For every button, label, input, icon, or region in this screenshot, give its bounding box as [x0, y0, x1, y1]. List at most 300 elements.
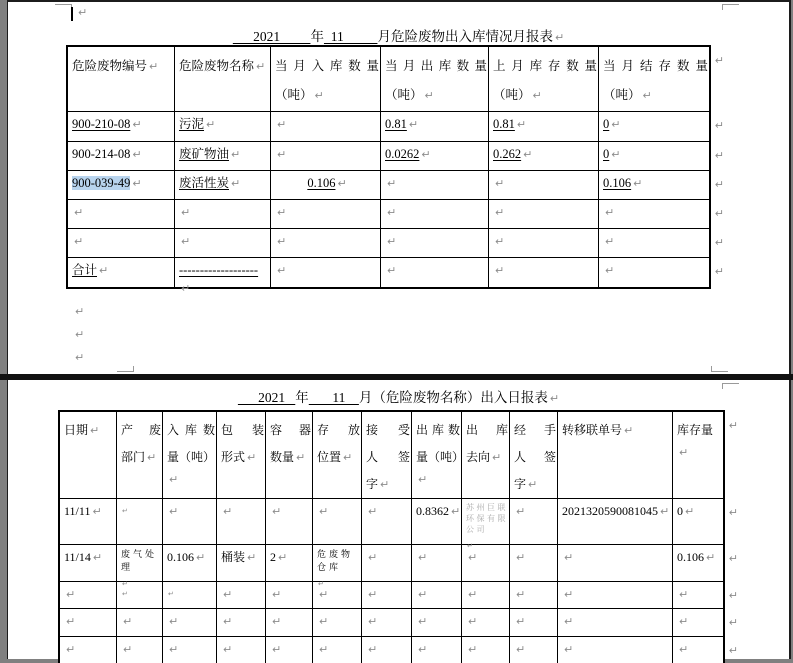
cell-text: -------------------: [179, 263, 259, 277]
paragraph-mark-icon: ↵: [380, 478, 390, 491]
cell-text: 0.262: [493, 147, 522, 161]
table-cell[interactable]: [117, 609, 163, 637]
paragraph-mark-icon: ↵: [516, 118, 527, 131]
header-label: 位置: [317, 450, 342, 464]
table-cell[interactable]: [68, 112, 175, 142]
document-page-2[interactable]: [7, 380, 791, 659]
table-cell[interactable]: [266, 609, 313, 637]
paragraph-mark-icon: ↵: [706, 551, 716, 564]
table-cell[interactable]: [163, 582, 217, 609]
paragraph-mark-icon: ↵: [605, 206, 615, 219]
monthly-report-title[interactable]: [8, 25, 789, 45]
table-cell[interactable]: [175, 112, 271, 142]
paragraph-mark-icon: ↵: [679, 643, 689, 656]
table-cell[interactable]: [599, 229, 709, 258]
table-cell[interactable]: [462, 582, 510, 609]
header-cell[interactable]: [462, 412, 510, 499]
daily-report-title[interactable]: [8, 386, 789, 406]
header-line: 容器: [270, 423, 311, 437]
header-cell[interactable]: [217, 412, 266, 499]
paragraph-mark-icon: ↵: [368, 551, 378, 564]
paragraph-mark-icon: ↵: [122, 590, 128, 598]
table-cell[interactable]: [271, 142, 381, 171]
paragraph-mark-icon: ↵: [516, 643, 526, 656]
monthly-report-table: [66, 45, 724, 295]
cell-text: 苏州巨联环保有限公司: [466, 503, 508, 534]
paragraph-mark-icon: ↵: [495, 264, 505, 277]
table-cell[interactable]: [175, 171, 271, 200]
paragraph-mark-icon: ↵: [467, 542, 473, 550]
header-cell[interactable]: [381, 47, 489, 112]
table-cell[interactable]: [313, 637, 362, 663]
document-page-1[interactable]: [7, 0, 791, 374]
table-cell[interactable]: [175, 142, 271, 171]
paragraph-mark-icon: ↵: [132, 148, 142, 161]
paragraph-mark-icon: ↵: [516, 505, 526, 518]
paragraph-mark-icon: ↵: [564, 588, 574, 601]
cell-text: 900-210-08: [72, 117, 131, 131]
header-cell[interactable]: [558, 412, 673, 499]
header-line: [72, 54, 173, 83]
header-line: 经手: [514, 423, 556, 437]
cell-text: 2: [270, 550, 276, 564]
header-cell[interactable]: [163, 412, 217, 499]
paragraph-mark-icon: ↵: [74, 206, 84, 219]
table-cell[interactable]: [412, 609, 462, 637]
table-cell[interactable]: [117, 545, 163, 588]
paragraph-mark-icon: ↵: [169, 505, 179, 518]
table-cell[interactable]: [217, 609, 266, 637]
paragraph-mark-icon: ↵: [75, 328, 85, 341]
table-cell[interactable]: [60, 582, 117, 609]
header-label: 部门: [121, 450, 146, 464]
table-cell[interactable]: [489, 142, 599, 171]
table-cell[interactable]: [117, 582, 163, 609]
table-cell[interactable]: [163, 637, 217, 663]
header-label: 日期: [64, 423, 89, 437]
paragraph-mark-icon: ↵: [418, 643, 428, 656]
table-cell[interactable]: [381, 142, 489, 171]
cell-text: 桶装: [221, 550, 246, 564]
table-row: [68, 112, 724, 142]
paragraph-mark-icon: ↵: [75, 351, 85, 364]
table-cell[interactable]: [510, 637, 558, 663]
header-cell[interactable]: [313, 412, 362, 499]
table-row: [60, 637, 738, 663]
paragraph-mark-icon: ↵: [564, 643, 574, 656]
table-cell[interactable]: [362, 609, 412, 637]
table-cell[interactable]: [163, 609, 217, 637]
paragraph-mark-icon: ↵: [368, 588, 378, 601]
table-cell[interactable]: [117, 499, 163, 545]
table-cell[interactable]: [175, 200, 271, 229]
paragraph-mark-icon: ↵: [296, 451, 306, 464]
table-cell[interactable]: [217, 499, 266, 545]
header-cell[interactable]: [175, 47, 271, 112]
table-cell[interactable]: [266, 637, 313, 663]
paragraph-mark-icon: ↵: [314, 89, 324, 102]
header-label: （吨）: [493, 88, 531, 102]
table-cell[interactable]: [68, 142, 175, 171]
paragraph-mark-icon: ↵: [368, 615, 378, 628]
table-row: [60, 609, 738, 637]
table-cell[interactable]: [266, 499, 313, 545]
title-year-label: 年: [295, 390, 309, 405]
table-cell[interactable]: [271, 258, 381, 287]
cell-text: 0.81: [385, 117, 407, 131]
header-cell[interactable]: [117, 412, 163, 499]
paragraph-mark-icon: ↵: [223, 643, 233, 656]
header-label: （吨）: [385, 88, 423, 102]
paragraph-mark-icon: ↵: [181, 282, 191, 295]
header-cell[interactable]: [412, 412, 465, 499]
table-cell[interactable]: [489, 258, 599, 287]
title-month-blank: 11: [308, 390, 359, 405]
table-cell[interactable]: [489, 171, 599, 200]
table-cell[interactable]: [673, 582, 723, 609]
paragraph-mark-icon: ↵: [75, 305, 85, 318]
table-cell[interactable]: [462, 499, 510, 550]
paragraph-mark-icon: ↵: [231, 177, 241, 190]
table-row: [60, 582, 738, 609]
paragraph-mark-icon: ↵: [272, 643, 282, 656]
header-label: 危险废物名称: [179, 59, 255, 73]
header-line: [514, 473, 556, 500]
paragraph-mark-icon: ↵: [247, 451, 257, 464]
table-cell[interactable]: [362, 582, 412, 609]
row-end-mark-icon: ↵: [714, 207, 724, 220]
table-cell[interactable]: [510, 609, 558, 637]
paragraph-mark-icon: ↵: [516, 551, 526, 564]
table-cell[interactable]: [599, 112, 709, 142]
table-cell[interactable]: [381, 112, 489, 142]
paragraph-mark-icon: ↵: [495, 177, 505, 190]
header-label: 形式: [221, 450, 246, 464]
crop-mark-icon: [711, 366, 728, 372]
table-cell[interactable]: [673, 609, 723, 637]
paragraph-mark-icon: ↵: [495, 235, 505, 248]
table-cell[interactable]: [462, 637, 510, 663]
header-line: 人签: [514, 450, 556, 464]
paragraph-mark-icon: ↵: [523, 148, 533, 161]
table-cell[interactable]: [412, 545, 462, 582]
header-cell[interactable]: [673, 412, 723, 499]
row-end-mark-icon: ↵: [728, 552, 738, 565]
table-cell[interactable]: [217, 545, 266, 582]
table-cell[interactable]: [599, 258, 709, 287]
table-cell[interactable]: [163, 545, 217, 582]
header-line: 产废: [121, 423, 161, 437]
paragraph-mark-icon: ↵: [387, 206, 397, 219]
table-row: [68, 258, 724, 295]
paragraph-mark-icon: ↵: [451, 505, 461, 518]
header-line: 当月入库数量: [275, 59, 379, 73]
row-end-mark-icon: ↵: [728, 589, 738, 602]
table-cell[interactable]: [510, 499, 558, 545]
paragraph-mark-icon: ↵: [418, 615, 428, 628]
header-cell[interactable]: [599, 47, 709, 112]
paragraph-mark-icon: ↵: [206, 118, 216, 131]
header-line: 入库数: [167, 423, 215, 437]
table-cell[interactable]: [68, 171, 175, 200]
paragraph-mark-icon: ↵: [196, 551, 206, 564]
header-line: [270, 446, 311, 473]
table-cell[interactable]: [599, 200, 709, 229]
header-cell[interactable]: [489, 47, 599, 112]
table-cell[interactable]: [381, 200, 489, 229]
table-row: [68, 200, 724, 229]
crop-mark-icon: [722, 4, 739, 10]
table-row: [68, 142, 724, 171]
table-cell[interactable]: [558, 609, 673, 637]
header-line: [385, 83, 487, 112]
cell-text: 0: [677, 504, 683, 518]
paragraph-mark-icon: ↵: [318, 580, 324, 588]
table-cell[interactable]: [510, 582, 558, 609]
table-cell[interactable]: [558, 545, 673, 582]
table-row: [60, 412, 738, 499]
paragraph-mark-icon: ↵: [223, 615, 233, 628]
table-cell[interactable]: [163, 499, 217, 545]
table-cell[interactable]: [271, 112, 381, 142]
cell-text: 0.106: [603, 176, 632, 190]
table-cell[interactable]: [558, 582, 673, 609]
paragraph-mark-icon: ↵: [660, 505, 670, 518]
header-line: 出库数: [416, 423, 460, 437]
header-label: 量（吨）: [167, 450, 216, 464]
header-line: [221, 446, 264, 473]
header-cell[interactable]: [510, 412, 558, 499]
header-label: （吨）: [275, 88, 313, 102]
paragraph-mark-icon: ↵: [169, 615, 179, 628]
cell-text: 0.0262: [385, 147, 420, 161]
table-cell[interactable]: [313, 545, 362, 588]
row-end-mark-icon: ↵: [714, 119, 724, 132]
table-cell[interactable]: [60, 637, 117, 663]
header-label: 量（吨）: [416, 450, 465, 464]
table-cell[interactable]: [412, 637, 462, 663]
paragraph-mark-icon: ↵: [123, 643, 133, 656]
paragraph-mark-icon: ↵: [368, 643, 378, 656]
table-cell[interactable]: [381, 171, 489, 200]
cell-text: 0.106: [167, 550, 194, 564]
header-cell[interactable]: [60, 412, 117, 499]
cell-text: 11/14: [64, 550, 91, 564]
cell-text: 0: [603, 117, 610, 131]
paragraph-mark-icon: ↵: [74, 235, 84, 248]
header-label: 字: [366, 477, 379, 491]
paragraph-mark-icon: ↵: [468, 588, 478, 601]
table-cell[interactable]: [68, 229, 175, 258]
paragraph-mark-icon: ↵: [247, 551, 257, 564]
header-line: [275, 83, 379, 112]
table-cell[interactable]: [60, 499, 117, 545]
header-line: 出库: [466, 423, 508, 437]
table-cell[interactable]: [117, 637, 163, 663]
table-cell[interactable]: [510, 545, 558, 582]
table-cell[interactable]: [60, 545, 117, 582]
header-line: [366, 473, 410, 500]
cell-text: 900-214-08: [72, 147, 131, 161]
table-row: [60, 545, 738, 588]
table-cell[interactable]: [599, 142, 709, 171]
header-line: 存放: [317, 423, 360, 437]
table-cell[interactable]: [271, 229, 381, 258]
table-cell[interactable]: [558, 499, 673, 545]
paragraph-mark-icon: ↵: [319, 588, 329, 601]
paragraph-mark-icon: ↵: [272, 505, 282, 518]
paragraph-mark-icon: ↵: [495, 206, 505, 219]
table-cell[interactable]: [362, 637, 412, 663]
header-line: 当月结存数量: [603, 59, 708, 73]
header-line: [416, 446, 465, 486]
cell-text: 危废物仓库: [317, 549, 354, 572]
crop-mark-icon: [55, 4, 72, 10]
paragraph-mark-icon: ↵: [122, 580, 128, 588]
paragraph-mark-icon: ↵: [277, 235, 287, 248]
paragraph-mark-icon: ↵: [168, 590, 174, 598]
table-row: [60, 499, 738, 550]
paragraph-mark-icon: ↵: [147, 451, 157, 464]
paragraph-mark-icon: ↵: [605, 264, 615, 277]
paragraph-mark-icon: ↵: [99, 264, 109, 277]
table-cell[interactable]: [462, 545, 510, 582]
header-line: [167, 446, 216, 486]
header-line: [603, 83, 708, 112]
table-cell[interactable]: [68, 200, 175, 229]
paragraph-mark-icon: ↵: [92, 551, 103, 564]
header-line: 包装: [221, 423, 264, 437]
text-cursor: [71, 7, 73, 21]
table-cell[interactable]: [489, 112, 599, 142]
title-text: 月（危险废物名称）出入日报表: [358, 390, 548, 405]
header-line: 上月库存数量: [493, 59, 597, 73]
row-end-mark-icon: ↵: [714, 265, 724, 278]
header-label: 去向: [466, 450, 491, 464]
header-cell[interactable]: [271, 47, 381, 112]
paragraph-mark-icon: ↵: [223, 588, 233, 601]
paragraph-mark-icon: ↵: [605, 235, 615, 248]
paragraph-mark-icon: ↵: [132, 118, 142, 131]
header-cell[interactable]: [362, 412, 412, 499]
paragraph-mark-icon: ↵: [66, 615, 76, 628]
table-cell[interactable]: [599, 171, 709, 200]
header-label: 库存量: [677, 423, 714, 437]
table-cell[interactable]: [266, 545, 313, 582]
paragraph-mark-icon: ↵: [516, 588, 526, 601]
paragraph-mark-icon: ↵: [272, 615, 282, 628]
paragraph-mark-icon: ↵: [122, 507, 128, 515]
header-cell[interactable]: [68, 47, 175, 112]
table-cell[interactable]: [673, 499, 723, 545]
paragraph-mark-icon: ↵: [368, 505, 378, 518]
paragraph-mark-icon: ↵: [549, 392, 560, 405]
paragraph-mark-icon: ↵: [66, 643, 76, 656]
table-cell[interactable]: [489, 200, 599, 229]
table-cell[interactable]: [175, 229, 271, 258]
paragraph-mark-icon: ↵: [169, 473, 179, 486]
row-end-mark-icon: ↵: [714, 54, 724, 67]
header-line: 人签: [366, 450, 410, 464]
header-label: 危险废物编号: [72, 59, 148, 73]
paragraph-mark-icon: ↵: [624, 424, 634, 437]
table-cell[interactable]: [558, 637, 673, 663]
table-cell[interactable]: [362, 499, 412, 545]
table-cell[interactable]: [381, 229, 489, 258]
paragraph-mark-icon: ↵: [169, 643, 179, 656]
paragraph-mark-icon: ↵: [181, 206, 191, 219]
paragraph-mark-icon: ↵: [611, 118, 621, 131]
paragraph-mark-icon: ↵: [319, 505, 329, 518]
header-line: 接受: [366, 423, 410, 437]
cell-text: 污泥: [179, 117, 205, 131]
table-cell[interactable]: [271, 171, 381, 200]
title-year-label: 年: [310, 29, 324, 44]
title-year-blank: 2021: [237, 390, 296, 405]
paragraph-mark-icon: ↵: [132, 177, 142, 190]
table-cell[interactable]: [68, 258, 175, 287]
row-end-mark-icon: ↵: [728, 419, 738, 432]
header-label: 数量: [270, 450, 295, 464]
table-cell[interactable]: [489, 229, 599, 258]
table-cell[interactable]: [217, 637, 266, 663]
paragraph-mark-icon: ↵: [319, 615, 329, 628]
paragraph-mark-icon: ↵: [272, 588, 282, 601]
header-line: [677, 419, 722, 459]
table-cell[interactable]: [673, 545, 723, 582]
header-line: [121, 446, 161, 473]
paragraph-mark-icon: ↵: [387, 264, 397, 277]
table-cell[interactable]: [412, 499, 462, 545]
paragraph-mark-icon: ↵: [685, 505, 695, 518]
cell-text: 11/11: [64, 504, 91, 518]
cell-text: 合计: [72, 263, 98, 277]
header-line: [466, 446, 508, 473]
paragraph-mark-icon: ↵: [633, 177, 643, 190]
cell-text: 0.106: [677, 550, 704, 564]
header-label: （吨）: [603, 88, 641, 102]
table-cell[interactable]: [381, 258, 489, 287]
paragraph-mark-icon: ↵: [468, 643, 478, 656]
daily-report-table: [58, 410, 738, 663]
table-cell[interactable]: [412, 582, 462, 609]
table-cell[interactable]: [271, 200, 381, 229]
table-cell[interactable]: [217, 582, 266, 609]
paragraph-mark-icon: ↵: [528, 478, 538, 491]
cell-text: 0: [603, 147, 610, 161]
table-cell[interactable]: [266, 582, 313, 609]
crop-mark-icon: [117, 366, 134, 372]
table-cell[interactable]: [60, 609, 117, 637]
paragraph-mark-icon: ↵: [492, 451, 502, 464]
paragraph-mark-icon: ↵: [278, 551, 288, 564]
paragraph-mark-icon: ↵: [418, 588, 428, 601]
table-cell[interactable]: [175, 258, 271, 295]
paragraph-mark-icon: ↵: [277, 264, 287, 277]
paragraph-mark-icon: ↵: [223, 505, 233, 518]
table-cell[interactable]: [362, 545, 412, 582]
cell-text: 废活性炭: [179, 176, 230, 190]
table-cell[interactable]: [313, 499, 362, 545]
table-cell[interactable]: [313, 609, 362, 637]
table-cell[interactable]: [313, 582, 362, 609]
table-cell[interactable]: [673, 637, 723, 663]
header-cell[interactable]: [266, 412, 313, 499]
paragraph-mark-icon: ↵: [516, 615, 526, 628]
table-cell[interactable]: [462, 609, 510, 637]
cell-text: 废矿物油: [179, 147, 230, 161]
row-end-mark-icon: ↵: [714, 149, 724, 162]
